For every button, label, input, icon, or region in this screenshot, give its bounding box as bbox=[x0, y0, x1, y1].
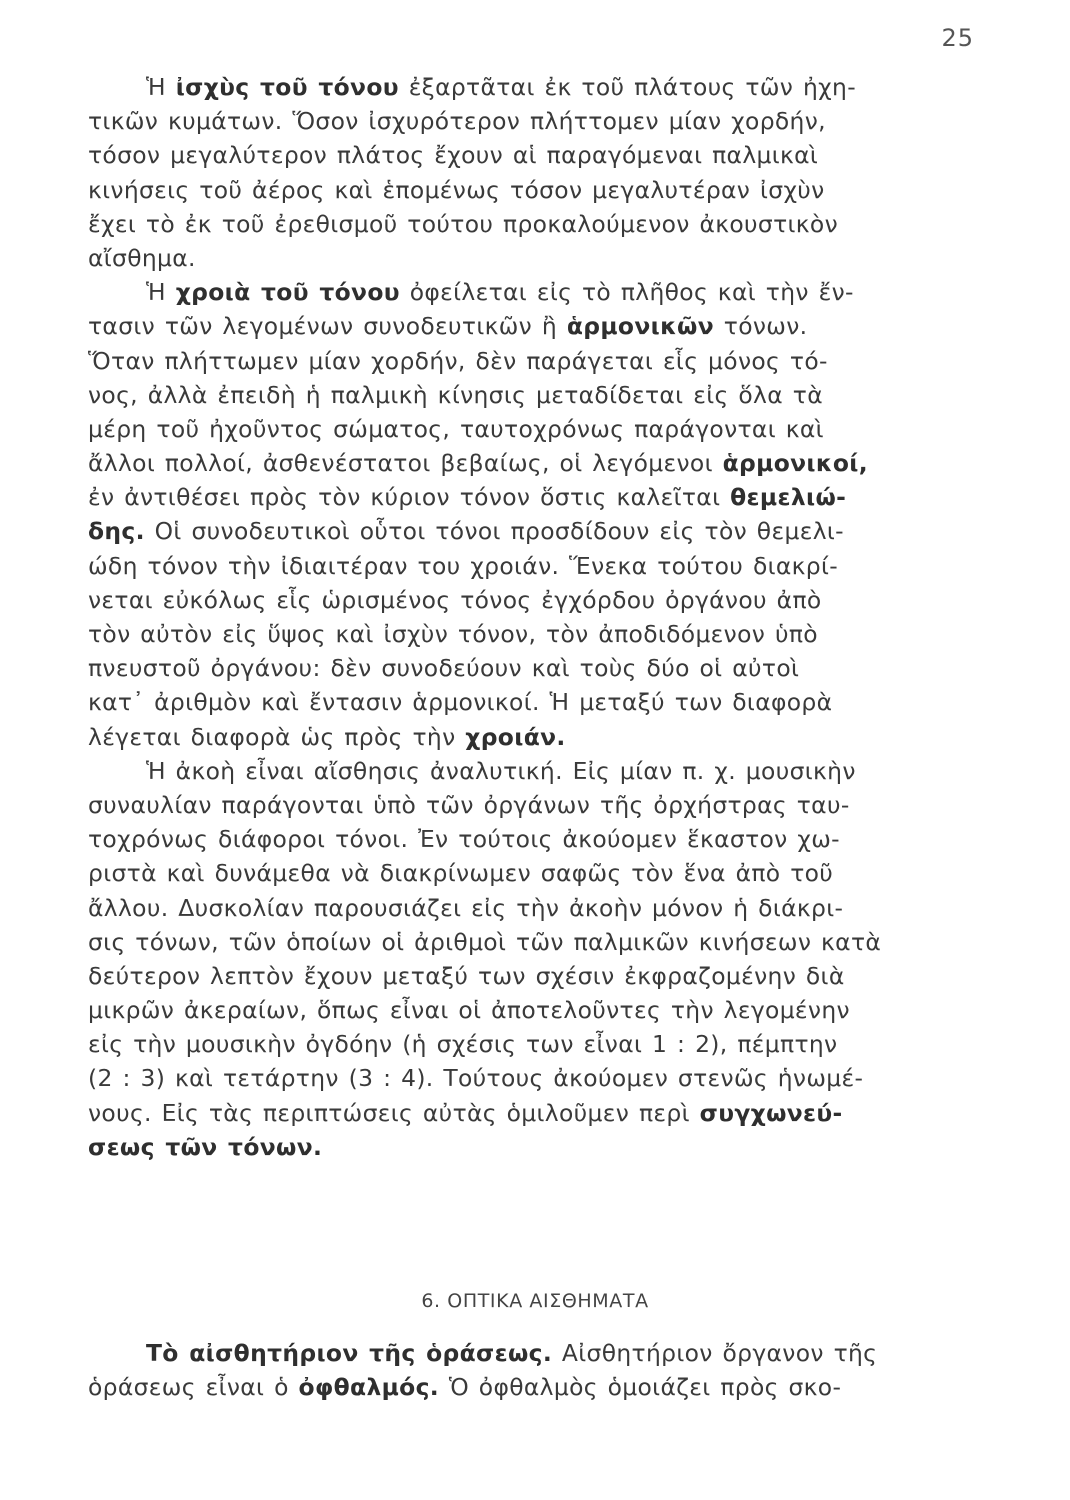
text-line: αἴσθημα. bbox=[88, 243, 196, 272]
text-line: νεται εὐκόλως εἷς ὡρισμένος τόνος ἐγχόρδου ὀργάνου ἀπὸ bbox=[88, 585, 822, 614]
text-line bbox=[88, 1370, 978, 1404]
text-line: δεύτερον λεπτὸν ἔχουν μεταξύ των σχέσιν ἐκφραζομένην διὰ bbox=[88, 961, 845, 990]
text-line: κατ᾿ ἀριθμὸν καὶ ἔντασιν ἁρμονικοί. Ἡ μεταξύ των διαφορὰ bbox=[88, 688, 833, 717]
text-line bbox=[88, 1130, 978, 1164]
bold-term: συγχωνεύ- bbox=[699, 1098, 843, 1127]
text-line: πνευστοῦ ὀργάνου: δὲν συνοδεύουν καὶ τοὺς δύο οἱ αὐτοὶ bbox=[88, 654, 800, 683]
text-line: μικρῶν ἀκεραίων, ὅπως εἶναι οἱ ἀποτελοῦντες τὴν λεγομένην bbox=[88, 996, 850, 1025]
text-line: ἔχει τὸ ἐκ τοῦ ἐρεθισμοῦ τούτου προκαλούμενον ἀκουστικὸν bbox=[88, 209, 839, 238]
bold-term: δης. bbox=[88, 517, 145, 546]
text-line bbox=[88, 70, 978, 104]
text-line: τοχρόνως διάφοροι τόνοι. Ἐν τούτοις ἀκούομεν ἕκαστον χω- bbox=[88, 825, 840, 854]
text-line bbox=[88, 309, 978, 343]
text-run: τόνων. bbox=[714, 312, 808, 341]
text-run: Ὁ ὀφθαλμὸς ὁμοιάζει πρὸς σκο- bbox=[439, 1373, 842, 1402]
text-line bbox=[88, 1096, 978, 1130]
text-line bbox=[88, 275, 978, 309]
bold-term: ἰσχὺς τοῦ τόνου bbox=[175, 73, 399, 101]
text-run: ὀφείλεται εἰς τὸ πλῆθος καὶ τὴν ἔν- bbox=[399, 278, 854, 307]
text-line: ώδη τόνον τὴν ἰδιαιτέραν του χροιάν. Ἕνεκα τούτου διακρί- bbox=[88, 551, 839, 580]
bold-term: θεμελιώ- bbox=[730, 483, 847, 512]
text-run: Ἡ bbox=[146, 278, 176, 307]
bold-term: Τὸ αἰσθητήριον τῆς ὁράσεως. bbox=[146, 1339, 553, 1367]
text-run: ἄλλοι πολλοί, ἀσθενέστατοι βεβαίως, οἱ λεγόμενοι bbox=[88, 449, 723, 478]
text-line: μέρη τοῦ ἠχοῦντος σώματος, ταυτοχρόνως παράγονται καὶ bbox=[88, 414, 824, 443]
text-line: κινήσεις τοῦ ἀέρος καὶ ἑπομένως τόσον μεγαλυτέραν ἰσχὺν bbox=[88, 175, 825, 204]
text-line: συναυλίαν παράγονται ὑπὸ τῶν ὀργάνων τῆς ὀρχήστρας ταυ- bbox=[88, 790, 850, 819]
text-line: ἄλλου. Δυσκολίαν παρουσιάζει εἰς τὴν ἀκοὴν μόνον ἡ διάκρι- bbox=[88, 893, 844, 922]
bold-term: ἁρμονικοί, bbox=[722, 449, 868, 478]
text-run: Αἰσθητήριον ὄργανον τῆς bbox=[552, 1339, 878, 1367]
section-heading: 6. ΟΠΤΙΚΑ ΑΙΣΘΗΜΑΤΑ bbox=[421, 1290, 649, 1312]
text-line bbox=[88, 720, 978, 754]
text-run: νους. Εἰς τὰς περιπτώσεις αὐτὰς ὁμιλοῦμεν περὶ bbox=[88, 1098, 700, 1127]
bold-term: σεως τῶν τόνων. bbox=[88, 1132, 323, 1161]
text-run: ἐν ἀντιθέσει πρὸς τὸν κύριον τόνον ὅστις καλεῖται bbox=[88, 483, 731, 512]
text-line: νος, ἀλλὰ ἐπειδὴ ἡ παλμικὴ κίνησις μεταδίδεται εἰς ὅλα τὰ bbox=[88, 380, 823, 409]
main-text bbox=[88, 70, 978, 1164]
text-line: ριστὰ καὶ δυνάμεθα νὰ διακρίνωμεν σαφῶς τὸν ἕνα ἀπὸ τοῦ bbox=[88, 859, 834, 888]
text-run: τασιν τῶν λεγομένων συνοδευτικῶν ἢ bbox=[88, 312, 567, 341]
text-run: ἐξαρτᾶται ἐκ τοῦ πλάτους τῶν ἠχη- bbox=[398, 73, 856, 101]
text-line: (2 : 3) καὶ τετάρτην (3 : 4). Τούτους ἀκούομεν στενῶς ἡνωμέ- bbox=[88, 1064, 864, 1093]
text-line: τικῶν κυμάτων. Ὅσον ἰσχυρότερον πλήττομεν μίαν χορδήν, bbox=[88, 107, 826, 136]
text-line bbox=[88, 1336, 978, 1370]
text-line bbox=[88, 480, 978, 514]
text-line: Ἡ ἀκοὴ εἶναι αἴσθησις ἀναλυτική. Εἰς μίαν π. χ. μουσικὴν bbox=[146, 756, 856, 785]
text-run: Οἱ συνοδευτικοὶ οὗτοι τόνοι προσδίδουν εἰς τὸν θεμελι- bbox=[144, 517, 844, 546]
text-line: Ὅταν πλήττωμεν μίαν χορδήν, δὲν παράγεται εἷς μόνος τό- bbox=[88, 346, 828, 375]
text-run: Ἡ bbox=[146, 73, 176, 101]
section-text bbox=[88, 1336, 978, 1404]
text-line bbox=[88, 446, 978, 480]
text-line: σις τόνων, τῶν ὁποίων οἱ ἀριθμοὶ τῶν παλμικῶν κινήσεων κατὰ bbox=[88, 927, 882, 956]
bold-term: ἁρμονικῶν bbox=[566, 312, 715, 341]
text-line: τὸν αὐτὸν εἰς ὕψος καὶ ἰσχὺν τόνον, τὸν ἀποδιδόμενον ὑπὸ bbox=[88, 620, 818, 648]
text-run: λέγεται διαφορὰ ὡς πρὸς τὴν bbox=[88, 722, 466, 751]
page-number: 25 bbox=[941, 24, 974, 52]
text-line: τόσον μεγαλύτερον πλάτος ἔχουν αἱ παραγόμεναι παλμικαὶ bbox=[88, 141, 819, 170]
text-line: εἰς τὴν μουσικὴν ὀγδόην (ἡ σχέσις των εἶναι 1 : 2), πέμπτην bbox=[88, 1030, 838, 1059]
bold-term: χροιάν. bbox=[465, 722, 566, 751]
bold-term: ὀφθαλμός. bbox=[298, 1373, 440, 1402]
text-line bbox=[88, 514, 978, 548]
bold-term: χροιὰ τοῦ τόνου bbox=[175, 278, 400, 307]
text-run: ὁράσεως εἶναι ὁ bbox=[88, 1373, 299, 1402]
